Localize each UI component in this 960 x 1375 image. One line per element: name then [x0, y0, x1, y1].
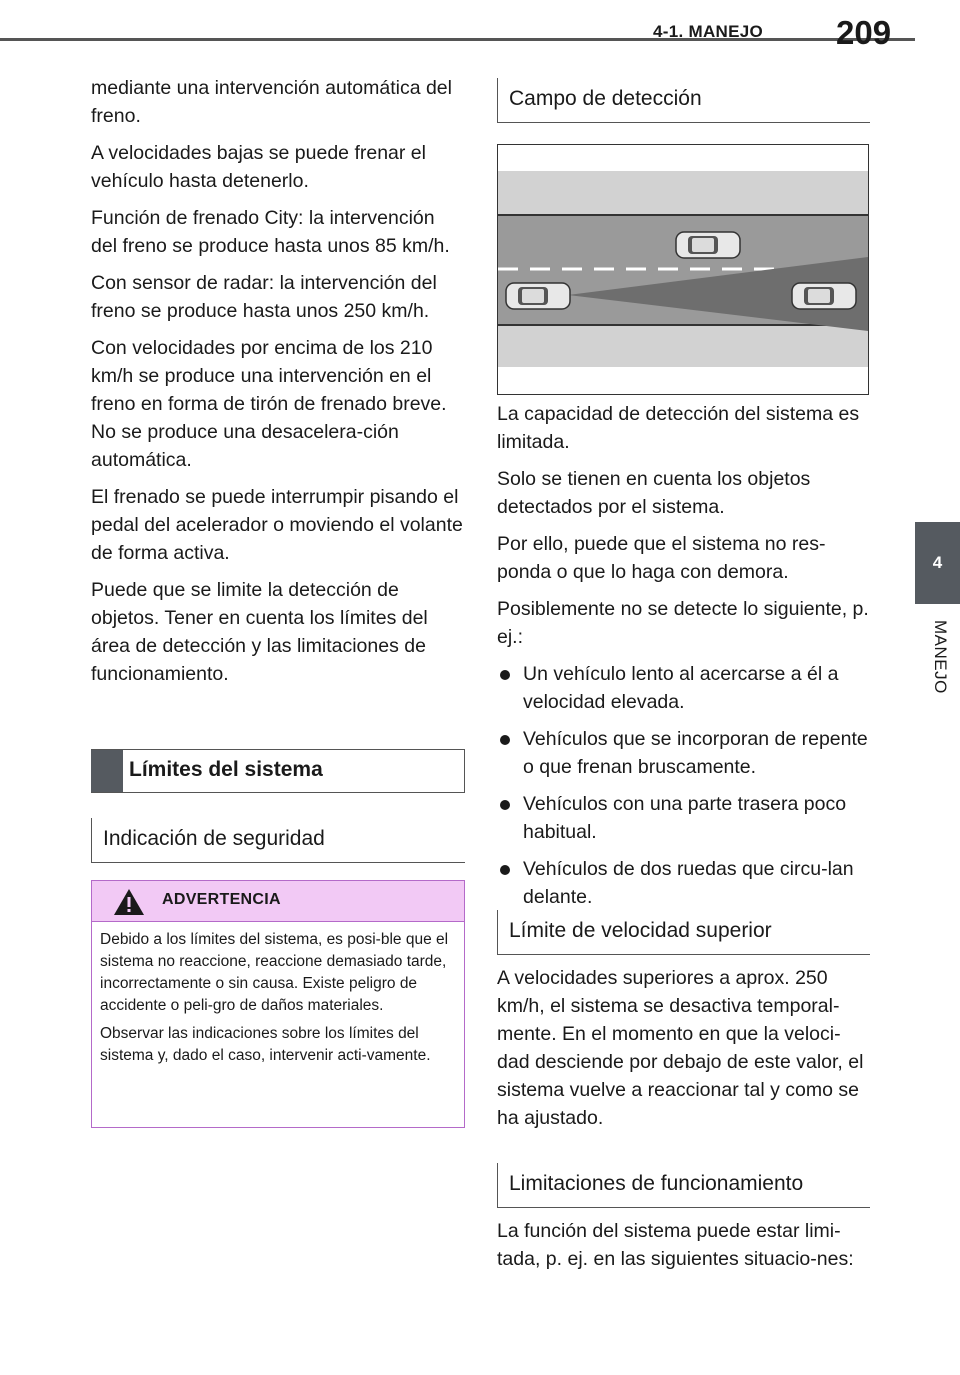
right-body-detection: [497, 400, 869, 920]
paragraph: Puede que se limite la detección de objetos. Tener en cuenta los límites del área de detección y las limitaciones de funcionamiento.: [91, 579, 428, 685]
car-ahead-left-lane-icon: [676, 232, 740, 258]
chapter-tab-label-text: MANEJO: [931, 620, 950, 694]
warning-paragraph: Observar las indicaciones sobre los límites del sistema y, dado el caso, intervenir acti-vamente.: [100, 1025, 431, 1064]
paragraph: Con sensor de radar: la intervención del freno se produce hasta unos 250 km/h.: [91, 272, 437, 322]
list-item: [497, 660, 869, 716]
subheading-limitations-text: Limitaciones de funcionamiento: [509, 1172, 804, 1195]
list-item: [497, 855, 869, 911]
chapter-tab-label: [920, 620, 954, 720]
chapter-title: 4-1. MANEJO: [653, 22, 764, 41]
warning-label: ADVERTENCIA: [162, 891, 281, 908]
paragraph: Por ello, puede que el sistema no res-ponda o que lo haga con demora.: [497, 533, 826, 583]
bullet-icon: [500, 865, 510, 875]
list-item-text: Vehículos que se incorporan de repente o que frenan bruscamente.: [523, 728, 868, 778]
paragraph: Posiblemente no se detecte lo siguiente, p. ej.:: [497, 598, 869, 648]
paragraph: La función del sistema puede estar limi-tada, p. ej. en las siguientes situacio-nes:: [497, 1220, 854, 1270]
list-item-text: Vehículos de dos ruedas que circu-lan delante.: [523, 858, 854, 908]
subheading-detection: [497, 78, 870, 123]
header-tab-gap: [915, 0, 960, 46]
detection-field-diagram: [497, 144, 869, 395]
car-ego-icon: [506, 283, 570, 309]
paragraph: El frenado se puede interrumpir pisando el pedal del acelerador o moviendo el volante de forma activa.: [91, 486, 463, 564]
header-rule: [0, 38, 960, 41]
list-item: [497, 790, 869, 846]
right-body-speed: [497, 964, 869, 1141]
warning-box: [91, 880, 465, 1128]
bullet-icon: [500, 735, 510, 745]
subheading-speed-limit: [497, 910, 870, 955]
bullet-icon: [500, 800, 510, 810]
list-item: [497, 725, 869, 781]
warning-triangle-icon: [113, 888, 145, 916]
detection-field-illustration: [498, 145, 868, 394]
page-number: 209: [836, 14, 892, 51]
warning-header: [92, 881, 464, 922]
paragraph: La capacidad de detección del sistema es limitada.: [497, 403, 860, 453]
list-item-text: Un vehículo lento al acercarse a él a velocidad elevada.: [523, 663, 839, 713]
car-ahead-same-lane-icon: [792, 283, 856, 309]
warning-paragraph: Debido a los límites del sistema, es posi-ble que el sistema no reaccione, reaccione demasiado tarde, incorrectamente o sin causa. Existe peligro de accidente o peli-gro de daños materiales.: [100, 931, 449, 1014]
section-heading-text: Límites del sistema: [129, 758, 323, 781]
section-heading-marker: [91, 750, 123, 792]
paragraph: A velocidades superiores a aprox. 250 km/h, el sistema se desactiva temporal-mente. En el momento en que la veloci-dad desciende por debajo de este valor, el sistema vuelve a reaccionar tal y como se ha ajustado.: [497, 967, 864, 1129]
paragraph: Con velocidades por encima de los 210 km/h se produce una intervención en el freno en forma de tirón de frenado breve. No se produce una desacelera-ción automática.: [91, 337, 447, 471]
subheading-detection-text: Campo de detección: [509, 87, 702, 110]
left-body-text: [91, 74, 466, 697]
paragraph: A velocidades bajas se puede frenar el vehículo hasta detenerlo.: [91, 142, 426, 192]
subheading-safety: [91, 818, 465, 863]
subheading-speed-limit-text: Límite de velocidad superior: [509, 919, 772, 942]
chapter-tab-number: 4: [915, 522, 960, 604]
bullet-icon: [500, 670, 510, 680]
paragraph: mediante una intervención automática del freno.: [91, 77, 452, 127]
list-item-text: Vehículos con una parte trasera poco habitual.: [523, 793, 847, 843]
paragraph: Función de frenado City: la intervención del freno se produce hasta unos 85 km/h.: [91, 207, 450, 257]
warning-body: [100, 929, 456, 1073]
paragraph: Solo se tienen en cuenta los objetos detectados por el sistema.: [497, 468, 811, 518]
subheading-safety-text: Indicación de seguridad: [103, 827, 325, 850]
right-body-limitations: [497, 1217, 869, 1282]
section-heading: [91, 749, 465, 793]
subheading-limitations: [497, 1163, 870, 1208]
